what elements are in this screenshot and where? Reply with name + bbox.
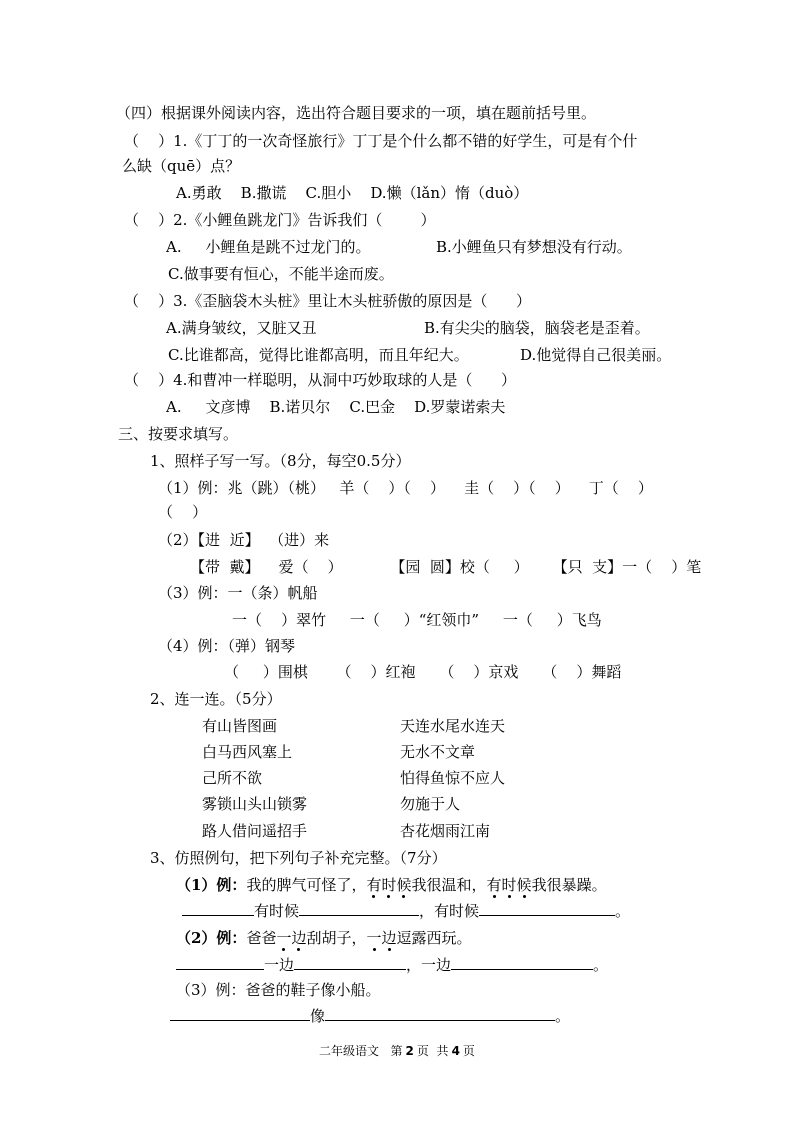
part-1-3: （3）例：一（条）帆船 xyxy=(158,584,318,602)
example-text: 爸爸的鞋子像小船。 xyxy=(245,981,381,999)
answer-blank[interactable] xyxy=(299,901,419,916)
part-3-fill-1 xyxy=(182,901,630,921)
question-1-options: A.勇敢 B.撒谎 C.胆小 D.懒（lǎn）惰（duò） xyxy=(176,184,529,202)
emphasis-word: 一边 xyxy=(276,929,307,947)
question-3-option-a: A.满身皱纹，又脏又丑 xyxy=(166,319,317,337)
answer-blank[interactable] xyxy=(176,955,264,970)
fill-end: 。 xyxy=(593,956,609,974)
page-footer xyxy=(0,1042,794,1059)
answer-blank[interactable] xyxy=(451,955,593,970)
emphasis-word: 有时候 xyxy=(366,876,412,894)
part-3-example-2 xyxy=(176,928,472,948)
question-4-options: A. 文彦博 B.诺贝尔 C.巴金 D.罗蒙诺索夫 xyxy=(166,398,506,416)
question-4: （ ）4.和曹冲一样聪明，从洞中巧妙取球的人是（ ） xyxy=(124,371,516,389)
match-right-item[interactable]: 勿施于人 xyxy=(400,795,461,813)
part-1-4-items: （ ）围棋 （ ）红袍 （ ）京戏 （ ）舞蹈 xyxy=(224,663,622,681)
part-1-2-items: 【带 戴】 爱（ ） 【园 圆】校（ ） 【只 支】一（ ）笔 xyxy=(190,558,702,576)
question-2-option-a: A. 小鲤鱼是跳不过龙门的。 xyxy=(166,238,371,256)
fill-word: ，一边 xyxy=(406,956,452,974)
answer-blank[interactable] xyxy=(294,955,406,970)
part-1-1: （1）例：兆（跳）（桃） 羊（ ）（ ） 圭（ ）（ ） 丁（ ） xyxy=(158,479,653,497)
match-left-item[interactable]: 雾锁山头山锁雾 xyxy=(202,795,308,813)
example-text: 爸爸 xyxy=(246,929,277,947)
example-label: （2）例： xyxy=(176,929,247,947)
answer-blank[interactable] xyxy=(325,1006,555,1021)
part-1-2: （2）【进 近】 （进）来 xyxy=(158,531,330,549)
footer-page-unit: 页 xyxy=(416,1044,429,1058)
part-3-fill-2 xyxy=(176,955,608,975)
example-text: 我的脾气可怪了， xyxy=(246,876,367,894)
question-2-option-c: C.做事要有恒心，不能半途而废。 xyxy=(168,265,394,283)
question-2: （ ）2.《小鲤鱼跳龙门》告诉我们（ ） xyxy=(124,211,436,229)
match-right-item[interactable]: 怕得鱼惊不应人 xyxy=(400,769,506,787)
fill-word: 一边 xyxy=(264,956,295,974)
question-3-option-b: B.有尖尖的脑袋，脑袋老是歪着。 xyxy=(424,319,650,337)
match-right-item[interactable]: 天连水尾水连天 xyxy=(400,717,506,735)
fill-end: 。 xyxy=(555,1007,571,1025)
fill-word: 有时候 xyxy=(254,902,300,920)
part-1-1-cont: （ ） xyxy=(158,503,208,521)
part-1-title: 1、照样子写一写。（8分，每空0.5分） xyxy=(150,452,411,470)
match-left-item[interactable]: 有山皆图画 xyxy=(202,717,278,735)
fill-word: ，有时候 xyxy=(419,902,480,920)
part-1-4: （4）例：（弹）钢琴 xyxy=(158,637,296,655)
example-text: 刮胡子， xyxy=(306,929,367,947)
emphasis-word: 有时候 xyxy=(486,876,532,894)
question-3-option-c: C.比谁都高，觉得比谁都高明，而且年纪大。 xyxy=(168,346,469,364)
question-3: （ ）3.《歪脑袋木头桩》里让木头桩骄傲的原因是（ ） xyxy=(124,292,531,310)
part-3-example-1 xyxy=(176,875,607,895)
question-1: （ ）1.《丁丁的一次奇怪旅行》丁丁是个什么都不错的好学生，可是有个什 xyxy=(124,132,638,150)
question-1-cont: 么缺（quē）点？ xyxy=(122,157,241,175)
match-right-item[interactable]: 无水不文章 xyxy=(400,743,476,761)
match-left-item[interactable]: 白马西风塞上 xyxy=(202,743,293,761)
example-text: 逗露西玩。 xyxy=(396,929,472,947)
match-left-item[interactable]: 路人借问遥招手 xyxy=(202,822,308,840)
fill-end: 。 xyxy=(615,902,631,920)
example-text: 我很温和， xyxy=(411,876,487,894)
example-label: （3）例： xyxy=(176,981,246,999)
fill-word: 像 xyxy=(310,1007,326,1025)
emphasis-word: 一边 xyxy=(366,929,397,947)
match-right-item[interactable]: 杏花烟雨江南 xyxy=(400,822,491,840)
part-3-example-3 xyxy=(176,980,381,1000)
question-3-option-d: D.他觉得自己很美丽。 xyxy=(520,346,672,364)
section-3-header: 三、按要求填写。 xyxy=(118,425,239,443)
footer-total-unit: 页 xyxy=(462,1044,475,1058)
footer-subject: 二年级语文 xyxy=(319,1044,380,1058)
answer-blank[interactable] xyxy=(170,1006,310,1021)
example-label: （1）例： xyxy=(176,876,247,894)
part-1-3-items: 一（ ）翠竹 一（ ）“红领巾” 一（ ）飞鸟 xyxy=(232,611,602,629)
question-2-option-b: B.小鲤鱼只有梦想没有行动。 xyxy=(436,238,632,256)
answer-blank[interactable] xyxy=(479,901,615,916)
part-3-title: 3、仿照例句，把下列句子补充完整。（7分） xyxy=(150,849,447,867)
section-4-header: （四）根据课外阅读内容，选出符合题目要求的一项，填在题前括号里。 xyxy=(116,104,597,122)
match-left-item[interactable]: 己所不欲 xyxy=(202,769,263,787)
answer-blank[interactable] xyxy=(182,901,254,916)
footer-total-pages: 4 xyxy=(451,1044,460,1058)
footer-page-word: 第 xyxy=(390,1044,403,1058)
part-3-fill-3 xyxy=(170,1006,570,1026)
example-text: 我很暴躁。 xyxy=(531,876,607,894)
part-2-title: 2、连一连。（5分） xyxy=(150,690,282,708)
footer-total-word: 共 xyxy=(436,1044,449,1058)
footer-page-number: 2 xyxy=(405,1044,414,1058)
